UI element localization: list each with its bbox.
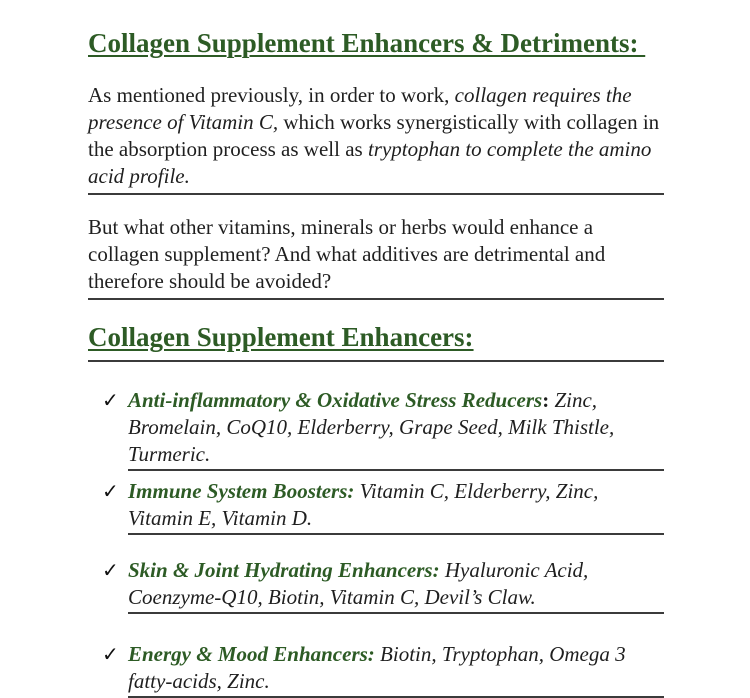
list-item-label: Immune System Boosters: [128, 478, 355, 503]
list-item-detail: Biotin, Tryptophan, Omega 3 fatty-acids, Zinc. [128, 641, 626, 693]
document-content [88, 27, 664, 698]
list-item-detail: Zinc, Bromelain, CoQ10, Elderberry, Grape Seed, Milk Thistle, Turmeric. [128, 387, 615, 466]
intro-text-italic-2: tryptophan to complete the amino acid profile. [88, 137, 652, 189]
section-heading-wrap [88, 27, 664, 59]
question-text: But what other vitamins, minerals or herbs would enhance a collagen supplement? And what additives are detrimental and therefore should be avoided? [88, 215, 606, 294]
list-item-energy-mood [102, 641, 664, 698]
enhancers-heading-wrap [88, 321, 664, 361]
checkmark-icon: ✓ [102, 641, 119, 666]
intro-text-roman-1: As mentioned previously, in order to work, [88, 83, 455, 108]
intro-paragraph [88, 82, 664, 195]
checkmark-icon: ✓ [102, 478, 119, 503]
checkmark-icon: ✓ [102, 387, 119, 412]
checkmark-icon: ✓ [102, 557, 119, 582]
list-item-skin-joint [102, 557, 664, 614]
list-item-immune [102, 478, 664, 535]
enhancers-section-title: Collagen Supplement Enhancers: [88, 322, 474, 353]
list-item-colon: : [542, 387, 550, 412]
question-paragraph [88, 214, 664, 300]
list-item-label: Energy & Mood Enhancers: [128, 641, 375, 666]
list-item-detail: Hyaluronic Acid, Coenzyme-Q10, Biotin, Vitamin C, Devil’s Claw. [128, 557, 589, 609]
intro-text-italic-1: collagen requires the presence of Vitamin C, [88, 83, 632, 135]
page-title: Collagen Supplement Enhancers & Detriments: [88, 28, 646, 58]
list-item-anti-inflammatory [102, 387, 664, 471]
list-item-label: Skin & Joint Hydrating Enhancers: [128, 557, 440, 582]
list-item-detail: Vitamin C, Elderberry, Zinc, Vitamin E, Vitamin D. [128, 478, 599, 530]
list-item-label: Anti-inflammatory & Oxidative Stress Reducers [128, 387, 543, 412]
intro-text-roman-2: which works synergistically with collagen in the absorption process as well as [88, 110, 660, 162]
enhancers-list [88, 387, 664, 698]
